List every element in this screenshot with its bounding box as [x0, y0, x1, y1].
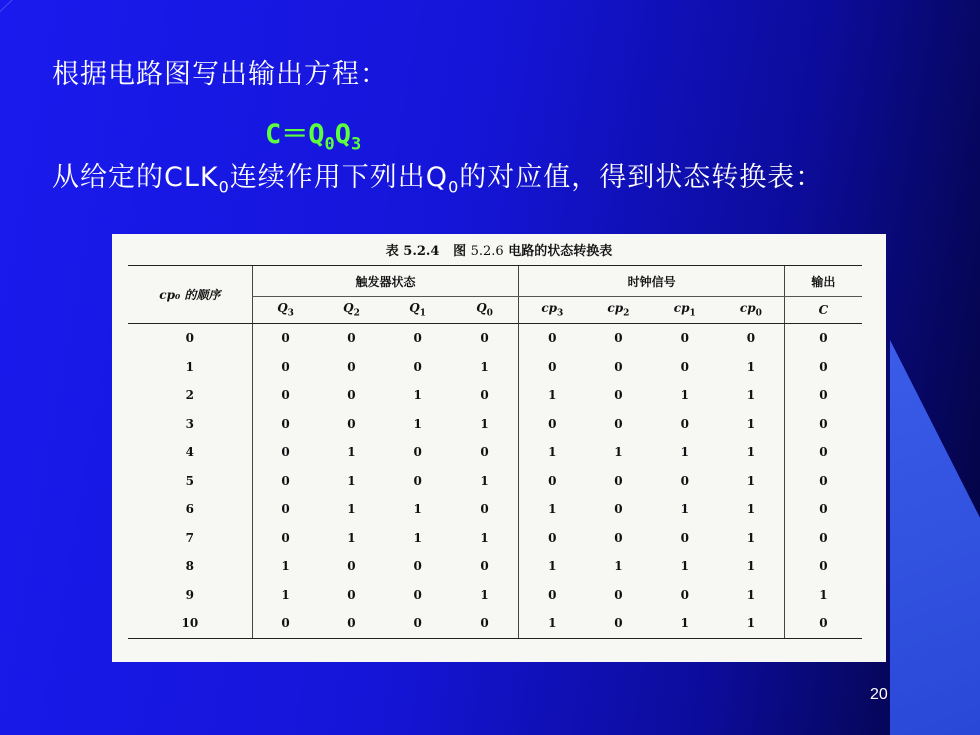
table-cell: 0 — [784, 438, 862, 467]
table-cell: 1 — [347, 473, 356, 488]
table-cell: 1 — [480, 473, 489, 488]
equation-equals: ＝ — [281, 119, 309, 150]
header-q1-sub: 1 — [419, 308, 426, 319]
table-cell: 1 — [680, 388, 689, 403]
header-cp1-main: cp — [673, 301, 690, 316]
table-cell: 0 — [347, 388, 356, 403]
table-cell: 0 — [185, 331, 195, 346]
header-output-group: 输出 — [784, 266, 862, 297]
table-cell: 1 — [614, 445, 623, 460]
table-cell: 0 — [347, 416, 356, 431]
table-title — [112, 240, 886, 259]
table-cell: 2 — [185, 388, 195, 403]
table-cell: 0 — [614, 502, 623, 517]
table-cell: 1 — [413, 502, 422, 517]
table-cell: 1 — [185, 359, 195, 374]
header-q1-main: Q — [409, 301, 420, 316]
table-cell: 0 — [614, 416, 623, 431]
table-cell: 0 — [784, 524, 862, 553]
table-cell: 0 — [252, 410, 318, 439]
header-cp2-main: cp — [607, 301, 624, 316]
header-cp3 — [519, 297, 585, 324]
table-cell: 0 — [784, 410, 862, 439]
table-cell: 1 — [680, 445, 689, 460]
table-cell: 0 — [347, 559, 356, 574]
table-cell: 1 — [413, 388, 422, 403]
table-cell: 0 — [347, 331, 356, 346]
table-cell: 1 — [746, 388, 756, 403]
table-cell: 1 — [347, 530, 356, 545]
table-cell: 0 — [252, 381, 318, 410]
table-cell: 0 — [347, 587, 356, 602]
table-cell: 1 — [746, 416, 756, 431]
desc-part-1: 从给定的CLK — [52, 162, 219, 193]
equation-q0-sub: 0 — [324, 134, 335, 155]
header-q0-sub: 0 — [486, 308, 493, 319]
table-cell: 1 — [347, 445, 356, 460]
header-q0 — [451, 297, 519, 324]
header-q2-sub: 2 — [353, 308, 360, 319]
table-cell: 0 — [252, 524, 318, 553]
table-cell: 1 — [519, 609, 585, 638]
table-cell: 1 — [480, 416, 489, 431]
header-cp1-sub: 1 — [689, 308, 696, 319]
header-c: C — [784, 297, 862, 324]
table-cell: 1 — [746, 359, 756, 374]
table-cell: 0 — [784, 353, 862, 382]
table-cell: 1 — [480, 359, 489, 374]
table-cell: 0 — [480, 559, 489, 574]
table-cell: 1 — [413, 530, 422, 545]
table-cell: 0 — [784, 467, 862, 496]
table-title-fig: 图 — [453, 244, 467, 259]
header-q3-sub: 3 — [287, 308, 294, 319]
table-cell: 0 — [680, 331, 689, 346]
table-cell: 0 — [413, 587, 422, 602]
intro-text: 根据电路图写出输出方程： — [52, 59, 388, 90]
table-cell: 1 — [252, 581, 318, 610]
table-row — [128, 381, 862, 410]
table-cell: 1 — [718, 609, 784, 638]
table-cell: 0 — [519, 324, 585, 353]
equation-q3: Q — [334, 119, 352, 150]
table-cell: 1 — [652, 609, 718, 638]
table-cell: 0 — [252, 495, 318, 524]
table-cell: 1 — [519, 552, 585, 581]
table-cell: 0 — [413, 559, 422, 574]
table-cell: 9 — [185, 587, 195, 602]
table-row — [128, 581, 862, 610]
header-order-label: cp₀ 的顺序 — [159, 288, 221, 302]
header-cp0 — [718, 297, 784, 324]
header-q2-main: Q — [343, 301, 354, 316]
table-row — [128, 524, 862, 553]
description-text — [52, 160, 872, 205]
table-cell: 1 — [480, 587, 489, 602]
table-cell: 0 — [585, 609, 651, 638]
table-cell: 0 — [413, 331, 422, 346]
table-title-text: 电路的状态转换表 — [508, 244, 613, 259]
table-cell: 1 — [519, 495, 585, 524]
table-cell: 0 — [784, 495, 862, 524]
table-row — [128, 353, 862, 382]
table-cell: 0 — [680, 473, 689, 488]
table-cell: 3 — [185, 416, 195, 431]
header-cp0-main: cp — [739, 301, 756, 316]
table-cell: 0 — [451, 609, 519, 638]
table-cell: 0 — [784, 552, 862, 581]
header-flipflop-group: 触发器状态 — [252, 266, 519, 297]
table-cell: 0 — [252, 609, 318, 638]
table-cell: 1 — [614, 559, 623, 574]
table-row — [128, 552, 862, 581]
table-cell: 1 — [746, 559, 756, 574]
table-cell: 0 — [318, 609, 384, 638]
header-cp2-sub: 2 — [623, 308, 630, 319]
table-cell: 0 — [784, 324, 862, 353]
table-cell: 1 — [746, 445, 756, 460]
desc-sub-2: 0 — [448, 177, 460, 197]
table-cell: 0 — [614, 388, 623, 403]
header-q1 — [385, 297, 451, 324]
header-cp1 — [652, 297, 718, 324]
table-cell: 0 — [784, 381, 862, 410]
table-cell: 0 — [385, 609, 451, 638]
table-cell: 1 — [252, 552, 318, 581]
header-cp3-sub: 3 — [557, 308, 564, 319]
table-cell: 0 — [614, 331, 623, 346]
table-cell: 1 — [347, 502, 356, 517]
table-cell: 1 — [746, 473, 756, 488]
table-cell: 1 — [680, 559, 689, 574]
table-row — [128, 324, 862, 353]
table-cell: 1 — [746, 530, 756, 545]
table-cell: 0 — [252, 467, 318, 496]
table-cell: 0 — [746, 331, 756, 346]
table-cell: 1 — [680, 502, 689, 517]
table-cell: 1 — [519, 381, 585, 410]
table-cell: 0 — [413, 359, 422, 374]
table-cell: 0 — [614, 359, 623, 374]
equation-q0: Q — [308, 119, 325, 150]
equation-q3-sub: 3 — [351, 134, 362, 155]
state-table-image — [112, 234, 886, 662]
table-cell: 0 — [614, 530, 623, 545]
header-cp0-sub: 0 — [755, 308, 762, 319]
table-cell: 7 — [185, 530, 195, 545]
header-q3 — [252, 297, 318, 324]
table-cell: 0 — [413, 445, 422, 460]
desc-part-3: 的对应值，得到状态转换表： — [459, 162, 824, 193]
header-q0-main: Q — [476, 301, 487, 316]
table-row — [128, 495, 862, 524]
table-cell: 0 — [519, 581, 585, 610]
header-q3-main: Q — [277, 301, 288, 316]
header-cp2 — [585, 297, 651, 324]
table-title-ref: 5.2.6 — [470, 244, 504, 259]
table-cell: 1 — [413, 416, 422, 431]
table-cell: 0 — [252, 438, 318, 467]
table-cell: 1 — [519, 438, 585, 467]
table-cell: 0 — [680, 416, 689, 431]
table-cell: 1 — [746, 587, 756, 602]
table-cell: 4 — [185, 445, 195, 460]
table-cell: 0 — [252, 324, 318, 353]
table-cell: 0 — [519, 353, 585, 382]
page-number: 20 — [870, 686, 888, 703]
table-cell: 0 — [519, 467, 585, 496]
state-transition-table — [128, 265, 862, 639]
table-cell: 0 — [784, 609, 862, 638]
table-cell: 8 — [185, 559, 195, 574]
table-title-number: 表 5.2.4 — [385, 244, 440, 259]
desc-part-2: 连续作用下列出Q — [229, 162, 449, 193]
equation-c: C — [265, 119, 282, 150]
table-row — [128, 467, 862, 496]
table-cell: 5 — [185, 473, 195, 488]
table-row — [128, 410, 862, 439]
table-cell: 0 — [480, 388, 489, 403]
table-cell: 0 — [519, 524, 585, 553]
table-cell: 0 — [480, 445, 489, 460]
desc-sub-1: 0 — [218, 177, 230, 197]
decorative-corner-shape — [890, 340, 980, 735]
header-order — [128, 266, 252, 324]
table-row — [128, 609, 862, 638]
table-cell: 0 — [413, 473, 422, 488]
table-cell: 1 — [784, 581, 862, 610]
table-cell: 0 — [680, 359, 689, 374]
table-cell: 0 — [614, 473, 623, 488]
header-cp3-main: cp — [541, 301, 558, 316]
table-cell: 0 — [480, 331, 489, 346]
table-cell: 0 — [519, 410, 585, 439]
table-cell: 0 — [680, 587, 689, 602]
table-cell: 0 — [614, 587, 623, 602]
table-cell: 1 — [746, 502, 756, 517]
table-cell: 0 — [480, 502, 489, 517]
table-cell: 0 — [347, 359, 356, 374]
table-cell: 0 — [680, 530, 689, 545]
table-row — [128, 438, 862, 467]
output-equation — [265, 112, 361, 154]
table-cell: 6 — [185, 502, 195, 517]
table-cell: 0 — [252, 353, 318, 382]
header-q2 — [318, 297, 384, 324]
header-clock-group: 时钟信号 — [519, 266, 784, 297]
table-cell: 1 — [480, 530, 489, 545]
table-cell: 10 — [128, 609, 252, 638]
